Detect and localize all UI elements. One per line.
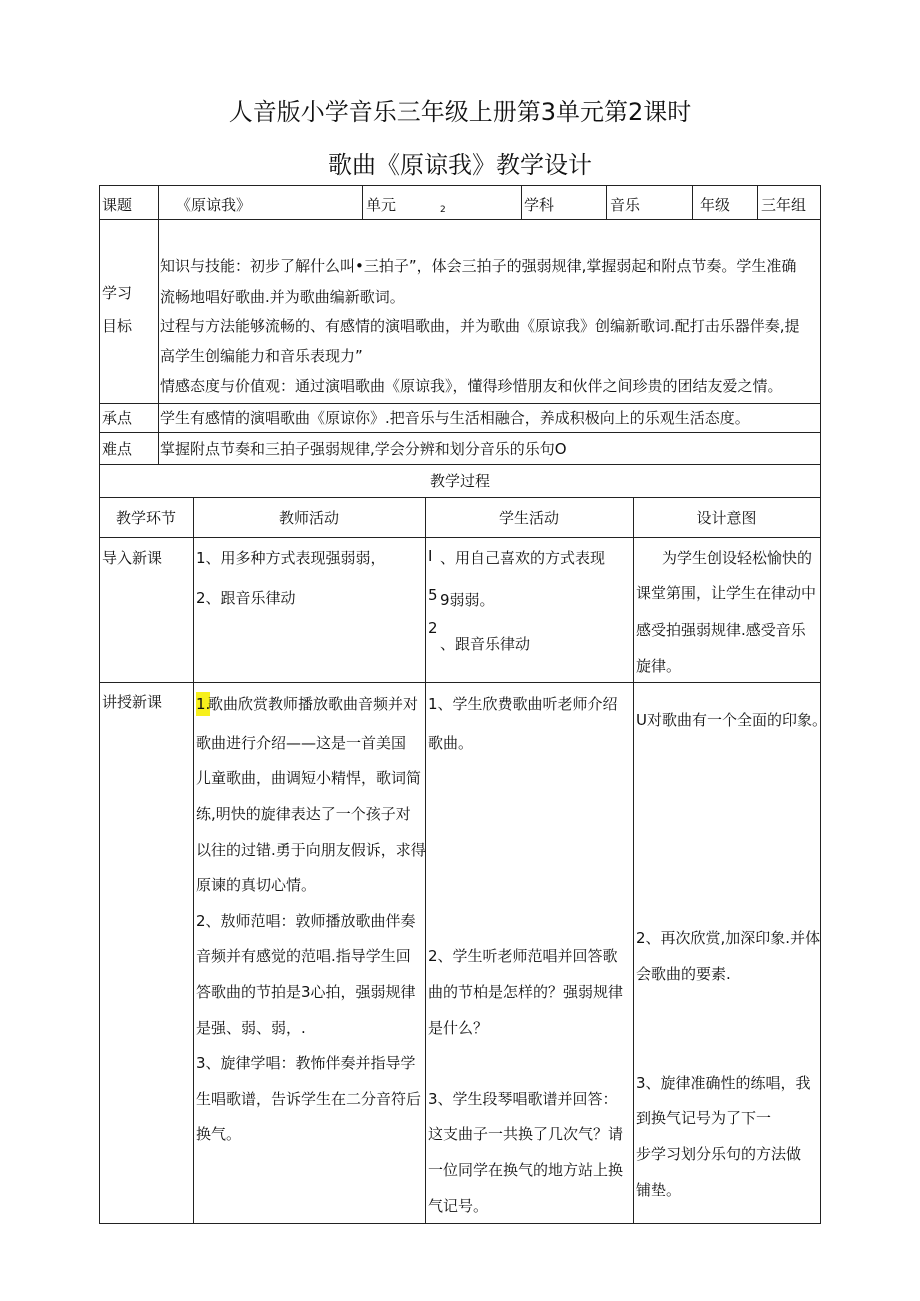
- grade-label: 年级: [700, 196, 731, 214]
- lesson-student-c-3: 一位同学在换气的地方站上换: [428, 1161, 624, 1179]
- lesson-teacher-line-11: 3、旋律学唱：教怖伴奏并指导学: [196, 1054, 416, 1072]
- lesson-intent-c-1: 3、旋律准确性的练唱，我: [636, 1074, 811, 1092]
- goals-label-1: 学习: [102, 284, 133, 302]
- header-teacher: 教师活动: [278, 509, 339, 527]
- lesson-student-c-4: 气记号。: [428, 1197, 489, 1215]
- intro-student-1-num: I: [428, 547, 433, 565]
- lesson-student-b-3: 是什么？: [428, 1019, 489, 1037]
- lesson-student-b-2: 曲的节柏是怎样的？强弱规律: [428, 983, 624, 1001]
- document-title: 人音版小学音乐三年级上册第3单元第2课时: [228, 98, 692, 126]
- lesson-teacher-line-5: 以往的过错.勇于向朋友假诉，求得: [196, 841, 426, 859]
- process-title: 教学过程: [429, 472, 490, 490]
- goals-label-2: 目标: [102, 317, 133, 335]
- lesson-teacher-line-4: 练,明快的旋律表达了一个孩子对: [196, 805, 411, 823]
- subject-value: 音乐: [610, 196, 641, 214]
- intro-student-3: 、跟音乐律动: [440, 635, 531, 653]
- lesson-student-a-1: 1、学生欣费歌曲听老师介绍: [428, 695, 618, 713]
- difficulty-label: 难点: [102, 440, 133, 458]
- intro-student-3-num: 2: [428, 619, 438, 637]
- document-subtitle: 歌曲《原谅我》教学设计: [328, 151, 592, 179]
- intro-intent-3: 感受拍强弱规律.感受音乐: [636, 621, 806, 639]
- lesson-student-a-2: 歌曲。: [428, 734, 474, 752]
- lesson-teacher-line-10: 是强、弱、弱，.: [196, 1019, 306, 1037]
- lesson-intent-a: U对歌曲有一个全面的印象。: [636, 711, 827, 729]
- subject-label: 学科: [524, 196, 555, 214]
- unit-label: 单元: [366, 196, 397, 214]
- lesson-intent-c-2: 到换气记号为了下一: [636, 1109, 772, 1127]
- intro-teacher-2: 2、跟音乐律动: [196, 589, 296, 607]
- lesson-teacher-line-8: 音频并有感觉的范唱.指导学生回: [196, 947, 411, 965]
- lesson-student-c-1: 3、学生段琴唱歌谱并回答：: [428, 1090, 618, 1108]
- lesson-teacher-line-12: 生唱歌谱，告诉学生在二分音符后: [196, 1090, 422, 1108]
- key-point-text: 学生有感情的演唱歌曲《原谅你》.把音乐与生活相融合，养成积极向上的乐观生活态度。: [160, 409, 750, 427]
- lesson-teacher-line-7: 2、敖师范唱：敦师播放歌曲伴奏: [196, 912, 416, 930]
- unit-value: 2: [440, 205, 446, 215]
- intro-student-2-num: 5: [428, 586, 438, 604]
- lesson-teacher-line-1: 歌曲欣赏教师播放歌曲音频并对: [208, 695, 419, 713]
- intro-teacher-1: 1、用多种方式表现强弱弱，: [196, 549, 386, 567]
- topic-value: 《原谅我》: [176, 196, 252, 214]
- header-intent: 设计意图: [696, 509, 757, 527]
- lesson-student-c-2: 这支曲子一共换了几次气？请: [428, 1125, 624, 1143]
- intro-intent-4: 旋律。: [636, 657, 682, 675]
- goals-line-4: 高学生创编能力和音乐表现力”: [160, 347, 363, 365]
- intro-student-2: 9弱弱。: [440, 591, 495, 609]
- lesson-teacher-line-3: 儿童歌曲，曲调短小精悍，歌词简: [196, 769, 422, 787]
- goals-line-5: 情感态度与价值观：通过演唱歌曲《原谅我》，懂得珍惜朋友和伙伴之间珍贵的团结友爱之情。: [160, 377, 783, 395]
- intro-student-1: 、用自己喜欢的方式表现: [440, 549, 606, 567]
- goals-line-2: 流畅地唱好歌曲.并为歌曲编新歌词。: [160, 288, 405, 306]
- goals-line-1: 知识与技能：初步了解什么叫•三拍子”，体会三拍子的强弱规律,掌握弱起和附点节奏。学生准确: [160, 257, 797, 275]
- lesson-teacher-line-13: 换气。: [196, 1125, 242, 1143]
- lesson-intent-c-4: 铺垫。: [636, 1181, 682, 1199]
- intro-intent-2: 课堂第围，让学生在律动中: [636, 584, 817, 602]
- header-student: 学生活动: [498, 509, 559, 527]
- lesson-teacher-line-9: 答歌曲的节拍是3心拍，强弱规律: [196, 983, 416, 1001]
- lesson-teacher-num: 1.: [196, 692, 210, 716]
- topic-label: 课题: [102, 196, 133, 214]
- header-stage: 教学环节: [115, 509, 176, 527]
- goals-line-3: 过程与方法能够流畅的、有感情的演唱歌曲，并为歌曲《原谅我》创编新歌词.配打击乐器伴奏,提: [160, 317, 800, 335]
- lesson-teacher-line-6: 原谏的真切心情。: [196, 876, 317, 894]
- grade-value: 三年组: [761, 196, 807, 214]
- lesson-student-b-1: 2、学生听老师范唱并回答歌: [428, 947, 618, 965]
- key-point-label: 承点: [102, 409, 133, 427]
- lesson-intent-b-2: 会歌曲的要素.: [636, 965, 731, 983]
- lesson-intent-c-3: 步学习划分乐句的方法做: [636, 1145, 802, 1163]
- difficulty-text: 掌握附点节奏和三拍子强弱规律,学会分辨和划分音乐的乐句O: [160, 440, 567, 458]
- lesson-teacher-line-2: 歌曲进行介绍——这是一首美国: [196, 734, 407, 752]
- intro-stage: 导入新课: [102, 549, 163, 567]
- intro-intent-1: 为学生创设轻松愉快的: [662, 549, 813, 567]
- lesson-intent-b-1: 2、再次欣赏,加深印象.并体: [636, 929, 821, 947]
- lesson-stage: 讲授新课: [102, 693, 163, 711]
